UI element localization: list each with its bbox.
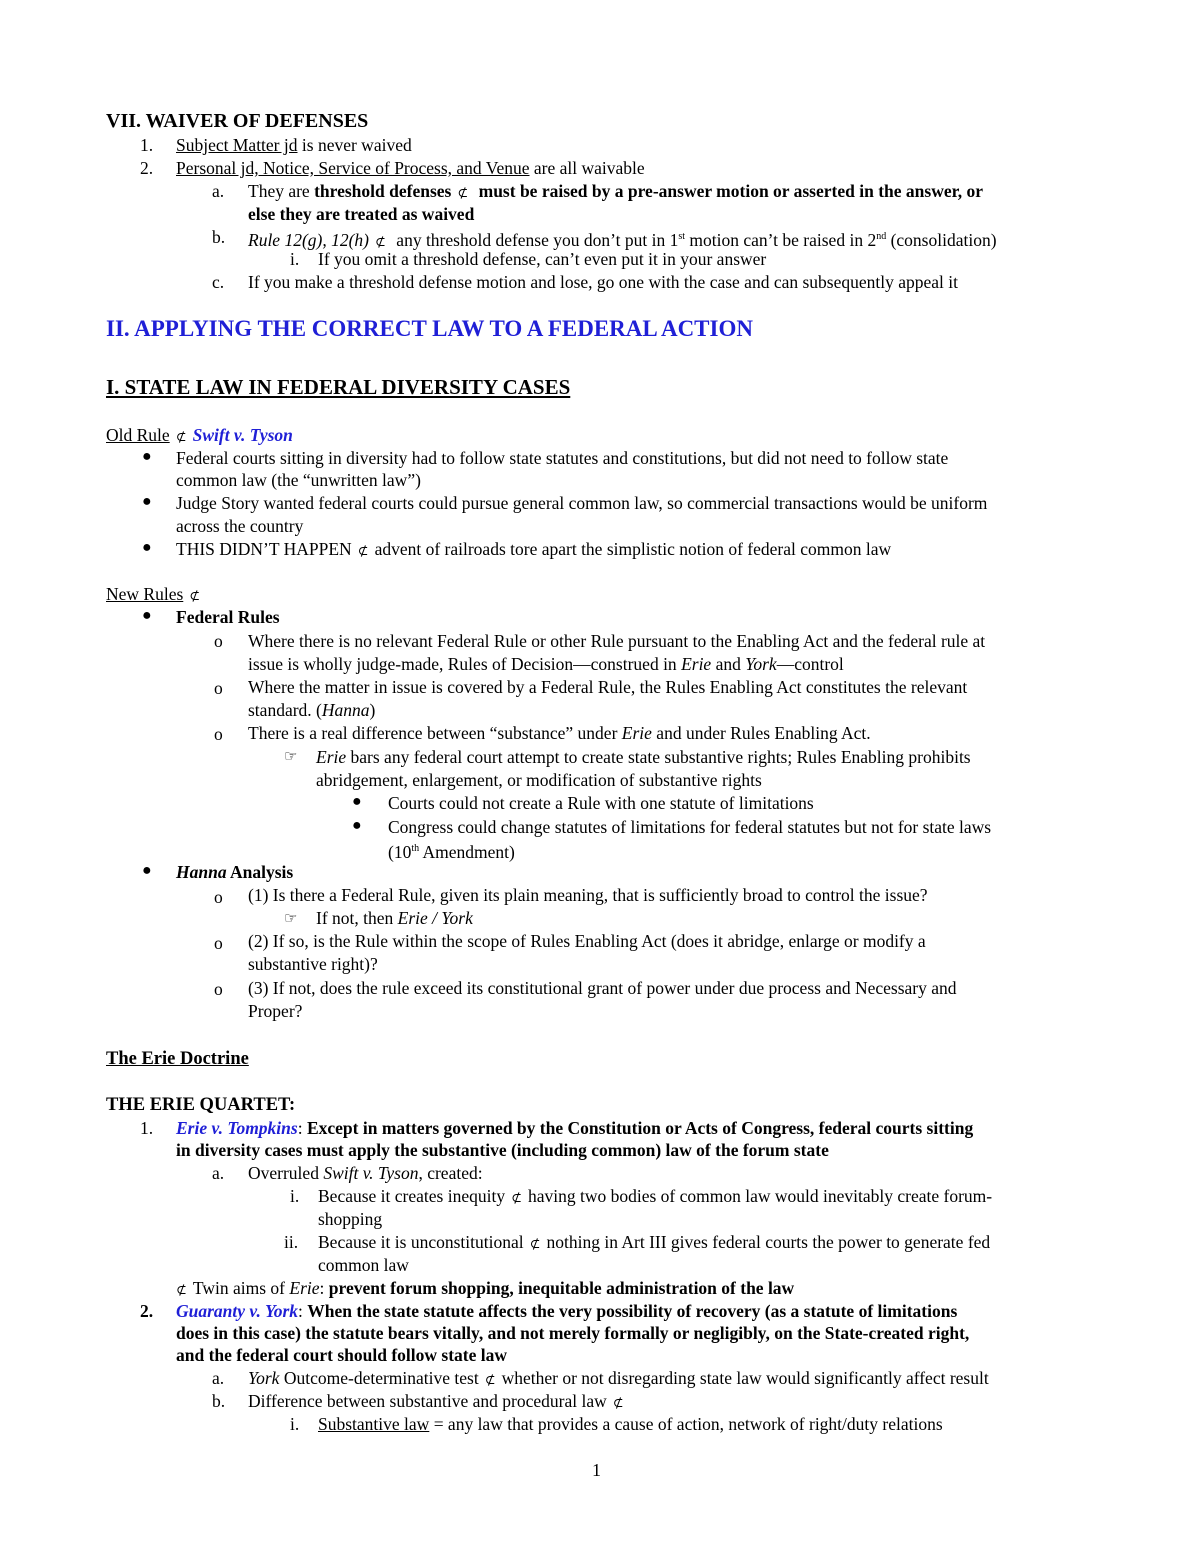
list-item: If you omit a threshold defense, can’t even put it in your answer — [318, 249, 767, 269]
list-item: They are threshold defenses ⊄ must be raised by a pre-answer motion or asserted in the answer, or — [248, 180, 983, 204]
arrow-icon: ⊄ — [457, 185, 469, 200]
sub-bullet-icon: o — [214, 979, 223, 999]
list-item: i. — [290, 1414, 300, 1434]
list-item: If you make a threshold defense motion and lose, go one with the case and can subsequently appeal it — [248, 272, 958, 292]
list-item: Erie bars any federal court attempt to create state substantive rights; Rules Enabling prohibits — [316, 747, 971, 767]
list-item: Courts could not create a Rule with one statute of limitations — [388, 793, 814, 813]
list-item: Proper? — [248, 1001, 303, 1021]
old-rule-heading: Old Rule ⊄ Swift v. Tyson — [106, 424, 293, 448]
list-item: THIS DIDN’T HAPPEN ⊄ advent of railroads tore apart the simplistic notion of federal common law — [176, 538, 891, 562]
list-item: York Outcome-determinative test ⊄ whether or not disregarding state law would significantly affect result — [248, 1367, 989, 1391]
section-i-title: I. STATE LAW IN FEDERAL DIVERSITY CASES — [106, 375, 571, 399]
list-item: ⊄ Twin aims of Erie: prevent forum shopping, inequitable administration of the law — [176, 1277, 794, 1301]
list-item: Because it creates inequity ⊄ having two bodies of common law would inevitably create forum- — [318, 1185, 992, 1209]
list-item: issue is wholly judge-made, Rules of Decision—construed in Erie and York—control — [248, 654, 844, 674]
bullet-icon: ● — [142, 448, 152, 465]
list-item: Where there is no relevant Federal Rule or other Rule pursuant to the Enabling Act and the federal rule at — [248, 631, 986, 651]
arrow-icon: ⊄ — [176, 1282, 187, 1297]
arrow-icon: ⊄ — [175, 429, 187, 444]
arrow-icon: ⊄ — [357, 543, 369, 558]
list-item: Overruled Swift v. Tyson, created: — [248, 1163, 483, 1183]
list-item: across the country — [176, 516, 304, 536]
list-item: 1. — [140, 135, 154, 155]
list-item: common law — [318, 1255, 409, 1275]
arrow-icon: ⊄ — [511, 1190, 522, 1205]
list-item: Congress could change statutes of limitations for federal statutes but not for state laws — [388, 817, 992, 837]
list-item: c. — [212, 272, 225, 292]
erie-doctrine-heading: The Erie Doctrine — [106, 1049, 249, 1069]
sub-bullet-icon: o — [214, 887, 223, 907]
list-item: i. — [290, 1186, 300, 1206]
list-item: a. — [212, 1368, 225, 1388]
list-item: else they are treated as waived — [248, 204, 475, 224]
list-item: and the federal court should follow state law — [176, 1345, 508, 1365]
arrow-icon: ⊄ — [529, 1236, 541, 1251]
list-item: Rule 12(g), 12(h) ⊄ any threshold defense you don’t put in 1st motion can’t be raised in 2nd (consolidation) — [248, 226, 997, 253]
list-item: Judge Story wanted federal courts could pursue general common law, so commercial transactions would be uniform — [176, 493, 988, 513]
list-item: Federal courts sitting in diversity had to follow state statutes and constitutions, but did not need to follow state — [176, 448, 949, 468]
hand-icon: ☞ — [284, 749, 298, 765]
bullet-icon: ● — [142, 539, 152, 556]
section-vii-title: VII. WAIVER OF DEFENSES — [106, 110, 369, 132]
list-item: a. — [212, 1163, 225, 1183]
hand-icon: ☞ — [284, 911, 298, 927]
list-item: Federal Rules — [176, 607, 280, 627]
list-item: Because it is unconstitutional ⊄ nothing in Art III gives federal courts the power to generate fed — [318, 1231, 990, 1255]
list-item: (10th Amendment) — [388, 841, 515, 862]
list-item: does in this case) the statute bears vitally, and not merely formally or negligibly, on the State-created right, — [176, 1323, 970, 1343]
sub-bullet-icon: o — [214, 631, 223, 651]
list-item: Subject Matter jd is never waived — [176, 135, 412, 155]
list-item: i. — [290, 249, 300, 269]
list-item: substantive right)? — [248, 954, 378, 974]
list-item: Substantive law = any law that provides a cause of action, network of right/duty relations — [318, 1414, 943, 1434]
sub-bullet-icon: o — [214, 678, 223, 698]
list-item: Personal jd, Notice, Service of Process, and Venue are all waivable — [176, 158, 645, 178]
list-item: standard. (Hanna) — [248, 700, 376, 720]
arrow-icon: ⊄ — [375, 233, 386, 249]
list-item: b. — [212, 227, 226, 247]
list-item: Hanna Analysis — [176, 862, 294, 882]
bullet-icon: ● — [352, 817, 362, 834]
list-item: ii. — [284, 1232, 299, 1252]
arrow-icon: ⊄ — [612, 1395, 624, 1410]
list-item: Erie v. Tompkins: Except in matters governed by the Constitution or Acts of Congress, federal courts sitting — [176, 1118, 974, 1138]
list-item: (1) Is there a Federal Rule, given its plain meaning, that is sufficiently broad to control the issue? — [248, 885, 928, 905]
list-item: a. — [212, 181, 225, 201]
new-rules-heading: New Rules ⊄ — [106, 583, 206, 607]
list-item: 2. — [140, 1301, 154, 1321]
list-item: If not, then Erie / York — [316, 908, 473, 928]
list-item: abridgement, enlargement, or modification of substantive rights — [316, 770, 762, 790]
erie-quartet-heading: THE ERIE QUARTET: — [106, 1095, 296, 1115]
page-number: 1 — [592, 1460, 601, 1480]
list-item: shopping — [318, 1209, 383, 1229]
list-item: There is a real difference between “substance” under Erie and under Rules Enabling Act. — [248, 723, 871, 743]
list-item: Where the matter in issue is covered by a Federal Rule, the Rules Enabling Act constitutes the relevant — [248, 677, 968, 697]
bullet-icon: ● — [142, 607, 152, 624]
bullet-icon: ● — [142, 862, 152, 879]
list-item: b. — [212, 1391, 226, 1411]
list-item: Guaranty v. York: When the state statute affects the very possibility of recovery (as a statute of limitations — [176, 1301, 958, 1321]
list-item: (2) If so, is the Rule within the scope of Rules Enabling Act (does it abridge, enlarge or modify a — [248, 931, 926, 951]
list-item: 1. — [140, 1118, 154, 1138]
list-item: in diversity cases must apply the substantive (including common) law of the forum state — [176, 1140, 829, 1160]
section-ii-title: II. APPLYING THE CORRECT LAW TO A FEDERAL ACTION — [106, 316, 753, 341]
bullet-icon: ● — [352, 793, 362, 810]
list-item: (3) If not, does the rule exceed its constitutional grant of power under due process and Necessary and — [248, 978, 957, 998]
sub-bullet-icon: o — [214, 933, 223, 953]
list-item: Difference between substantive and procedural law ⊄ — [248, 1390, 630, 1414]
bullet-icon: ● — [142, 493, 152, 510]
list-item: 2. — [140, 158, 154, 178]
sub-bullet-icon: o — [214, 724, 223, 744]
arrow-icon: ⊄ — [484, 1372, 496, 1387]
arrow-icon: ⊄ — [189, 588, 201, 603]
list-item: common law (the “unwritten law”) — [176, 470, 421, 490]
